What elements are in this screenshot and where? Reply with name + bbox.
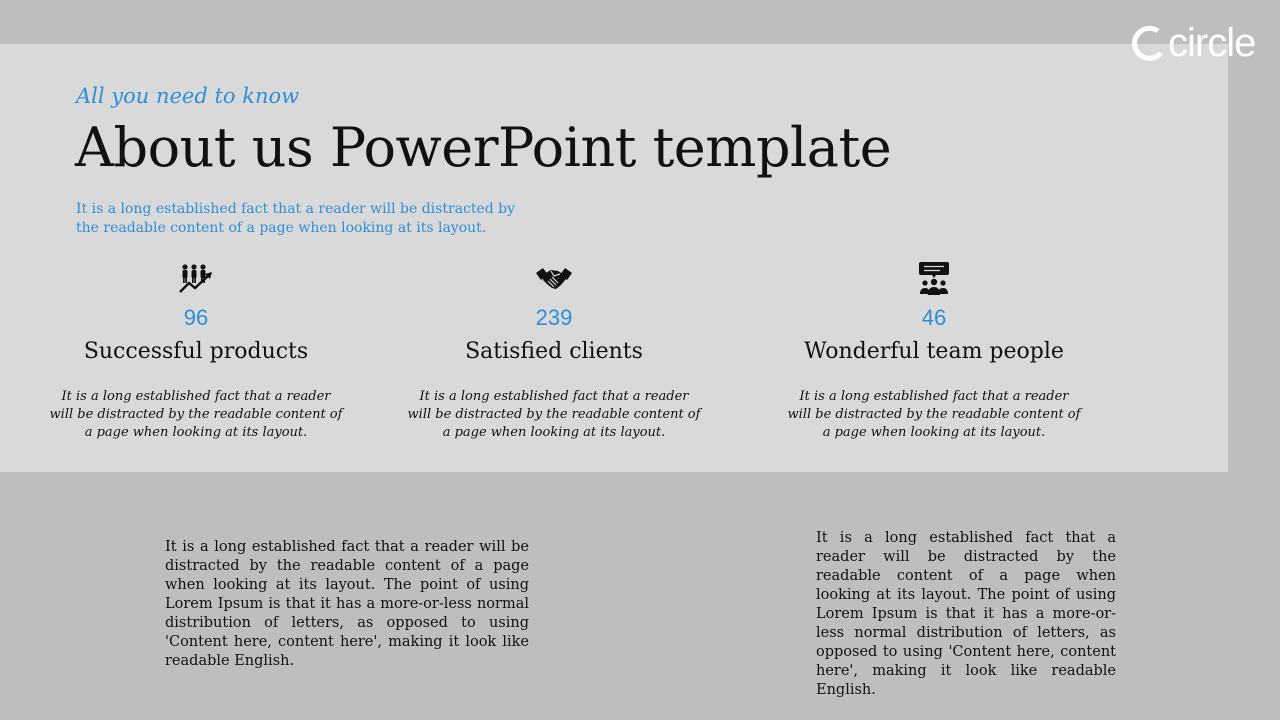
body-paragraph-right: It is a long established fact that a reader will be distracted by the readable content of a page when looking at its layout. The point of using Lorem Ipsum is that it has a more-or-less normal distribution of letters, as opposed to using 'Content here, content here', making it look like readable English. — [816, 530, 1116, 698]
slide-subtitle: All you need to know — [76, 84, 300, 108]
stat-successful-products — [46, 262, 346, 442]
stat-description: It is a long established fact that a reader will be distracted by the readable content of a page when looking at its layout. — [787, 389, 1081, 440]
stat-wonderful-team — [784, 262, 1084, 442]
stat-satisfied-clients — [404, 262, 704, 442]
stat-label: Satisfied clients — [465, 339, 643, 364]
stat-description: It is a long established fact that a reader will be distracted by the readable content of a page when looking at its layout. — [407, 389, 701, 440]
stat-value: 46 — [921, 305, 947, 330]
team-meeting-icon — [784, 262, 1084, 296]
growth-team-icon — [46, 262, 346, 296]
stat-value: 96 — [183, 305, 209, 330]
stat-label: Successful products — [83, 339, 309, 364]
brand-name: circle — [1168, 21, 1256, 65]
brand-logo — [1130, 22, 1255, 64]
circle-logo-icon — [1130, 22, 1168, 64]
stat-description: It is a long established fact that a reader will be distracted by the readable content of a page when looking at its layout. — [49, 389, 343, 440]
slide-title: About us PowerPoint template — [75, 116, 892, 179]
body-paragraph-left: It is a long established fact that a reader will be distracted by the readable content of a page when looking at its layout. The point of using Lorem Ipsum is that it has a more-or-less normal distribution of letters, as opposed to using 'Content here, content here', making it look like readable English. — [165, 539, 529, 669]
stat-value: 239 — [535, 305, 573, 330]
intro-text: It is a long established fact that a reader will be distracted by the readable content of a page when looking at its layout. — [76, 201, 516, 236]
stat-label: Wonderful team people — [804, 339, 1064, 364]
handshake-icon — [404, 262, 704, 296]
